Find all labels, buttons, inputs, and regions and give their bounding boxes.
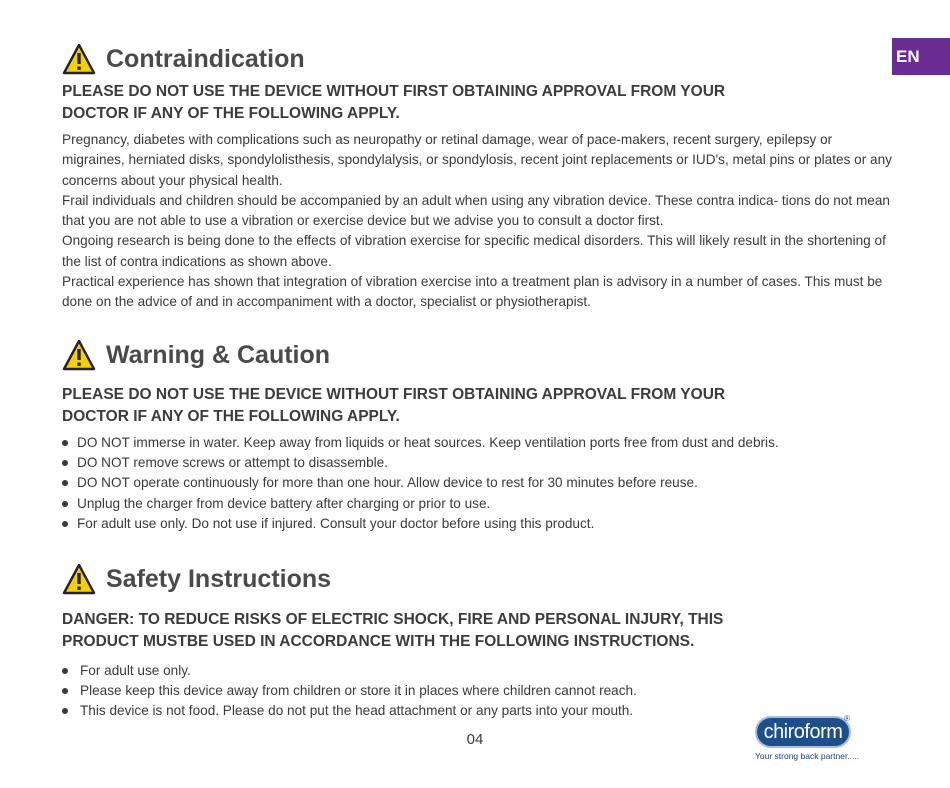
paragraphs bbox=[62, 130, 892, 313]
page-number: 04 bbox=[466, 731, 484, 748]
notice-line: DOCTOR IF ANY OF THE FOLLOWING APPLY. bbox=[62, 408, 400, 425]
notice-line: DANGER: TO REDUCE RISKS OF ELECTRIC SHOCK, FIRE AND PERSONAL INJURY, THIS bbox=[62, 611, 724, 628]
notice bbox=[62, 609, 892, 653]
brand-logo bbox=[752, 716, 867, 766]
section-title: Contraindication bbox=[106, 44, 305, 73]
logo-wordmark: chiroform bbox=[755, 716, 851, 748]
section-header bbox=[62, 337, 892, 373]
logo-tagline: Your strong back partner..... bbox=[755, 751, 860, 761]
paragraph: Pregnancy, diabetes with complications such as neuropathy or retinal damage, wear of pace-makers, recent surgery, epilepsy or migraines, herniated disks, spondylolisthesis, spondylalysis, or spondylosis, recent joint replacements or IUD's, metal pins or plates or any concerns about your physical health. bbox=[62, 132, 892, 188]
safety-section bbox=[62, 561, 892, 722]
paragraph: Frail individuals and children should be accompanied by an adult when using any vibration device. These contra indica- tions do not mean that you are not able to use a vibration or exercise device but we advise you to consult a doctor first. bbox=[62, 192, 890, 229]
contraindication-section bbox=[62, 41, 892, 313]
bullet-list bbox=[62, 433, 892, 534]
registered-mark: ® bbox=[844, 714, 850, 723]
section-title: Safety Instructions bbox=[106, 564, 332, 593]
list-item: DO NOT operate continuously for more than one hour. Allow device to rest for 30 minutes before reuse. bbox=[62, 473, 892, 493]
notice bbox=[62, 81, 892, 125]
warning-section bbox=[62, 337, 892, 534]
bullet-list bbox=[62, 661, 892, 722]
list-item: DO NOT remove screws or attempt to disassemble. bbox=[62, 453, 892, 473]
notice-line: PLEASE DO NOT USE THE DEVICE WITHOUT FIRST OBTAINING APPROVAL FROM YOUR bbox=[62, 83, 726, 100]
notice-line: PRODUCT MUSTBE USED IN ACCORDANCE WITH THE FOLLOWING INSTRUCTIONS. bbox=[62, 633, 695, 650]
list-item: DO NOT immerse in water. Keep away from liquids or heat sources. Keep ventilation ports free from dust and debris. bbox=[62, 433, 892, 453]
paragraph: Ongoing research is being done to the effects of vibration exercise for specific medical disorders. This will likely result in the shortening of the list of contra indications as shown above. bbox=[62, 233, 886, 269]
list-item: Please keep this device away from children or store it in places where children cannot reach. bbox=[62, 681, 892, 701]
list-item: For adult use only. bbox=[62, 661, 892, 681]
warning-triangle-icon bbox=[62, 563, 96, 595]
section-header bbox=[62, 561, 892, 597]
section-header bbox=[62, 41, 892, 77]
notice bbox=[62, 384, 892, 428]
paragraph: Practical experience has shown that integration of vibration exercise into a treatment plan is advisory in a number of cases. This must be done on the advice of and in accompaniment with a doctor, specialist or physiotherapist. bbox=[62, 274, 883, 310]
section-title: Warning & Caution bbox=[106, 340, 331, 369]
list-item: Unplug the charger from device battery after charging or prior to use. bbox=[62, 494, 892, 514]
list-item: For adult use only. Do not use if injured. Consult your doctor before using this product. bbox=[62, 514, 892, 534]
language-tab: EN bbox=[892, 38, 950, 75]
warning-triangle-icon bbox=[62, 43, 96, 75]
list-item: This device is not food. Please do not put the head attachment or any parts into your mouth. bbox=[62, 701, 892, 721]
notice-line: DOCTOR IF ANY OF THE FOLLOWING APPLY. bbox=[62, 105, 400, 122]
notice-line: PLEASE DO NOT USE THE DEVICE WITHOUT FIRST OBTAINING APPROVAL FROM YOUR bbox=[62, 386, 726, 403]
warning-triangle-icon bbox=[62, 339, 96, 371]
